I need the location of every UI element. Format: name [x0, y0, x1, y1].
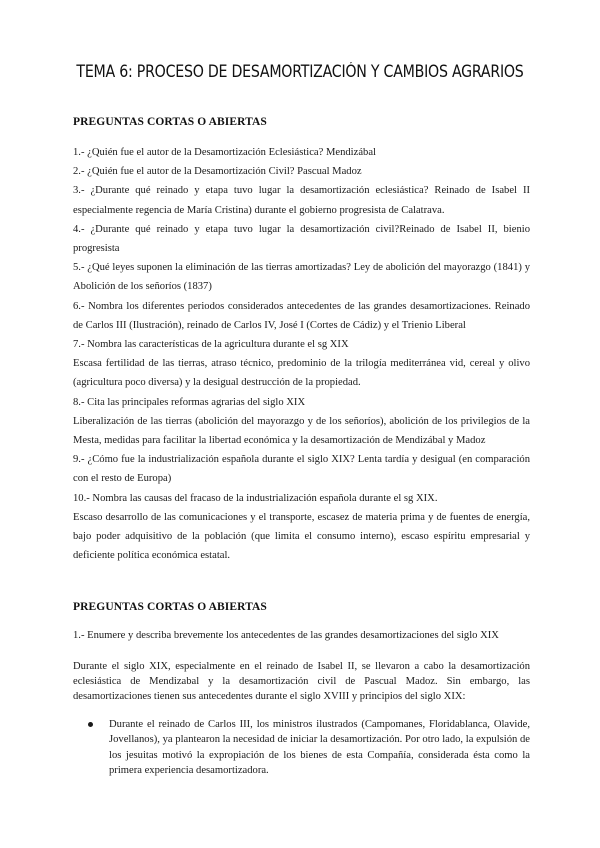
qa-item: 9.- ¿Cómo fue la industrialización española durante el siglo XIX? Lenta tardía y desigual (en comparación con el resto de Europa) — [73, 454, 530, 485]
qa-answer: Escaso desarrollo de las comunicaciones y el transporte, escasez de materia prima y de fuentes de energía, bajo poder adquisitivo de la población (que limita el consumo interno), escaso espíritu empresarial y deficiente política económica estatal. — [73, 511, 530, 562]
qa-item: 7.- Nombra las características de la agricultura durante el sg XIX — [73, 339, 349, 351]
document-title: TEMA 6: PROCESO DE DESAMORTIZACIÓN Y CAMBIOS AGRARIOS — [76, 62, 524, 81]
qa-item: 4.- ¿Durante qué reinado y etapa tuvo lugar la desamortización civil?Reinado de Isabel II, bienio progresista — [73, 223, 530, 255]
qa-item: 3.- ¿Durante qué reinado y etapa tuvo lugar la desamortización eclesiástica? Reinado de Isabel II especialmente regencia de María Cristina) durante el gobierno progresista de Calatrava. — [73, 185, 530, 216]
bullet-icon — [88, 722, 93, 727]
bullet-list — [73, 717, 530, 778]
qa-list — [73, 143, 530, 565]
qa-item: 1.- ¿Quién fue el autor de la Desamortización Eclesiástica? Mendizábal — [73, 147, 376, 158]
essay-question: 1.- Enumere y describa brevemente los antecedentes de las grandes desamortizaciones del siglo XIX — [73, 630, 499, 641]
list-item — [73, 717, 530, 778]
section-heading: PREGUNTAS CORTAS O ABIERTAS — [73, 116, 267, 128]
qa-item: 10.- Nombra las causas del fracaso de la industrialización española durante el sg XIX. — [73, 492, 438, 504]
qa-answer: Liberalización de las tierras (abolición del mayorazgo y de los señoríos), abolición de los privilegios de la Mesta, medidas para facilitar la libertad económica y la desamortización de Mendizábal y Madoz — [73, 415, 530, 447]
essay-intro: Durante el siglo XIX, especialmente en el reinado de Isabel II, se llevaron a cabo la desamortización eclesiástica de Mendizabal y la desamortización civil de Pascual Madoz. Sin embargo, las desamortizaciones tienen sus antecedentes durante el siglo XVIII y principios del siglo XIX: — [73, 661, 530, 703]
qa-answer: Escasa fertilidad de las tierras, atraso técnico, predominio de la trilogía mediterránea vid, cereal y olivo (agricultura poco diversa) y la desigual destrucción de la propiedad. — [73, 358, 530, 389]
qa-item: 8.- Cita las principales reformas agrarias del siglo XIX — [73, 396, 306, 408]
section-heading: PREGUNTAS CORTAS O ABIERTAS — [73, 601, 267, 613]
qa-item: 6.- Nombra los diferentes periodos considerados antecedentes de las grandes desamortizaciones. Reinado de Carlos III (Ilustración), reinado de Carlos IV, José I (Cortes de Cádiz) y el Trienio Liberal — [73, 300, 530, 331]
qa-item: 2.- ¿Quién fue el autor de la Desamortización Civil? Pascual Madoz — [73, 166, 362, 178]
bullet-text: Durante el reinado de Carlos III, los ministros ilustrados (Campomanes, Floridablanca, Olavide, Jovellanos), ya plantearon la necesidad de iniciar la desamortización. Por otro lado, la expulsión de los jesuitas motivó la expropiación de los bienes de esta Compañía, considerada ésta como la primera experiencia desamortizadora. — [109, 719, 530, 776]
qa-item: 5.- ¿Qué leyes suponen la eliminación de las tierras amortizadas? Ley de abolición del mayorazgo (1841) y Abolición de los señoríos (1837) — [73, 262, 530, 293]
